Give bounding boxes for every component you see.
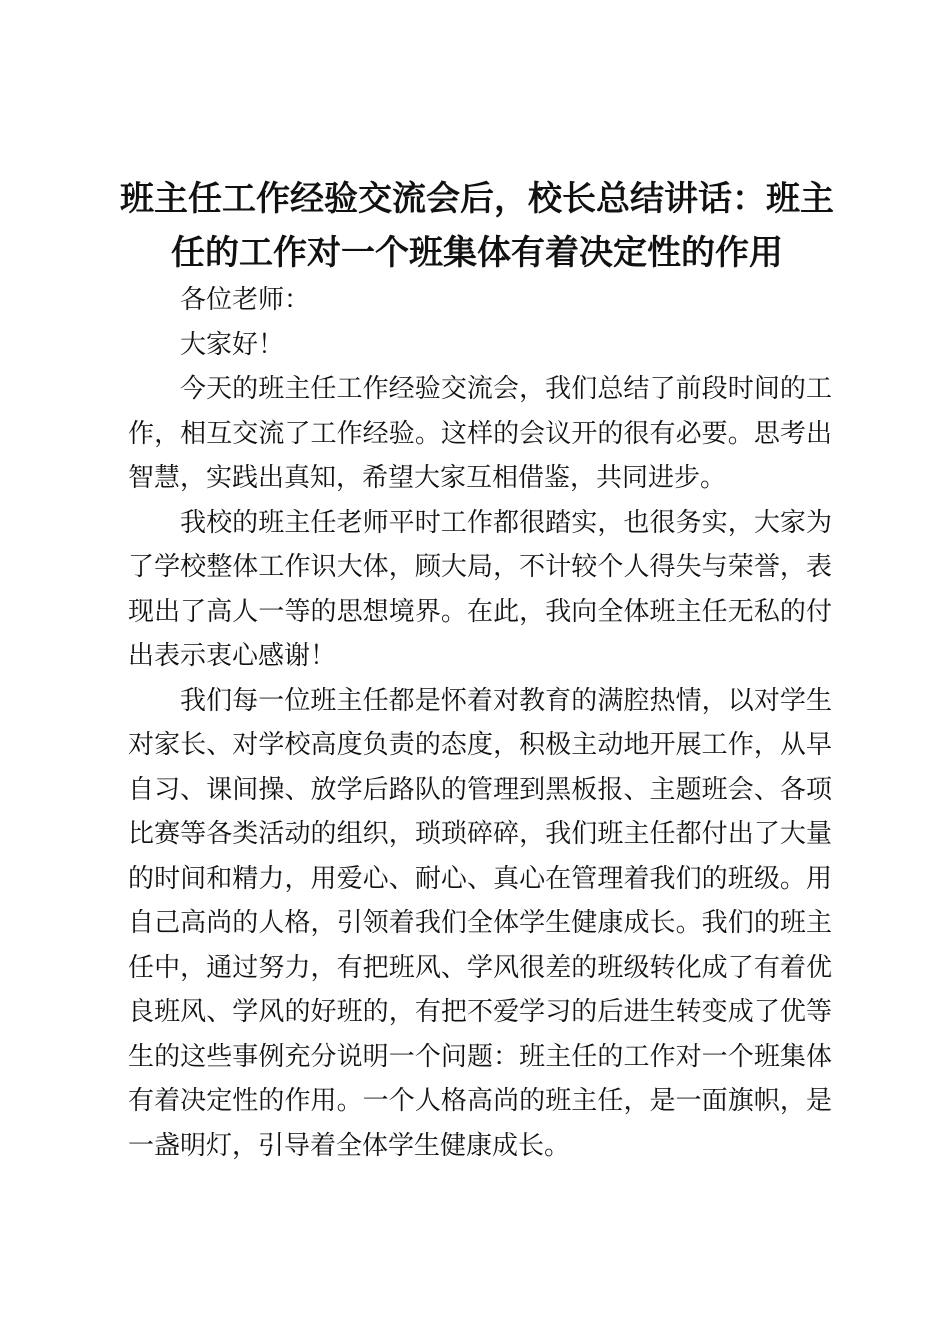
body-paragraph-3: 我们每一位班主任都是怀着对教育的满腔热情，以对学生对家长、对学校高度负责的态度，积极主动地开展工作，从早自习、课间操、放学后路队的管理到黑板报、主题班会、各项比赛等各类活动的组织，琐琐碎碎，我们班主任都付出了大量的时间和精力，用爱心、耐心、真心在管理着我们的班级。用自己高尚的人格，引领着我们全体学生健康成长。我们的班主任中，通过努力，有把班风、学风很差的班级转化成了有着优良班风、学风的好班的，有把不爱学习的后进生转变成了优等生的这些事例充分说明一个问题：班主任的工作对一个班集体有着决定性的作用。一个人格高尚的班主任，是一面旗帜，是一盏明灯，引导着全体学生健康成长。 <box>128 685 832 1161</box>
document-title: 班主任工作经验交流会后，校长总结讲话：班主任的工作对一个班集体有着决定性的作用 <box>120 179 834 273</box>
salutation-paragraph: 各位老师： <box>180 285 311 315</box>
document-body <box>128 278 832 1168</box>
body-paragraph-1: 今天的班主任工作经验交流会，我们总结了前段时间的工作，相互交流了工作经验。这样的会议开的很有必要。思考出智慧，实践出真知，希望大家互相借鉴，共同进步。 <box>128 374 832 493</box>
greeting-paragraph: 大家好！ <box>180 329 285 360</box>
body-paragraph-2: 我校的班主任老师平时工作都很踏实，也很务实，大家为了学校整体工作识大体，顾大局，不计较个人得失与荣誉，表现出了高人一等的思想境界。在此，我向全体班主任无私的付出表示衷心感谢！ <box>128 507 832 671</box>
